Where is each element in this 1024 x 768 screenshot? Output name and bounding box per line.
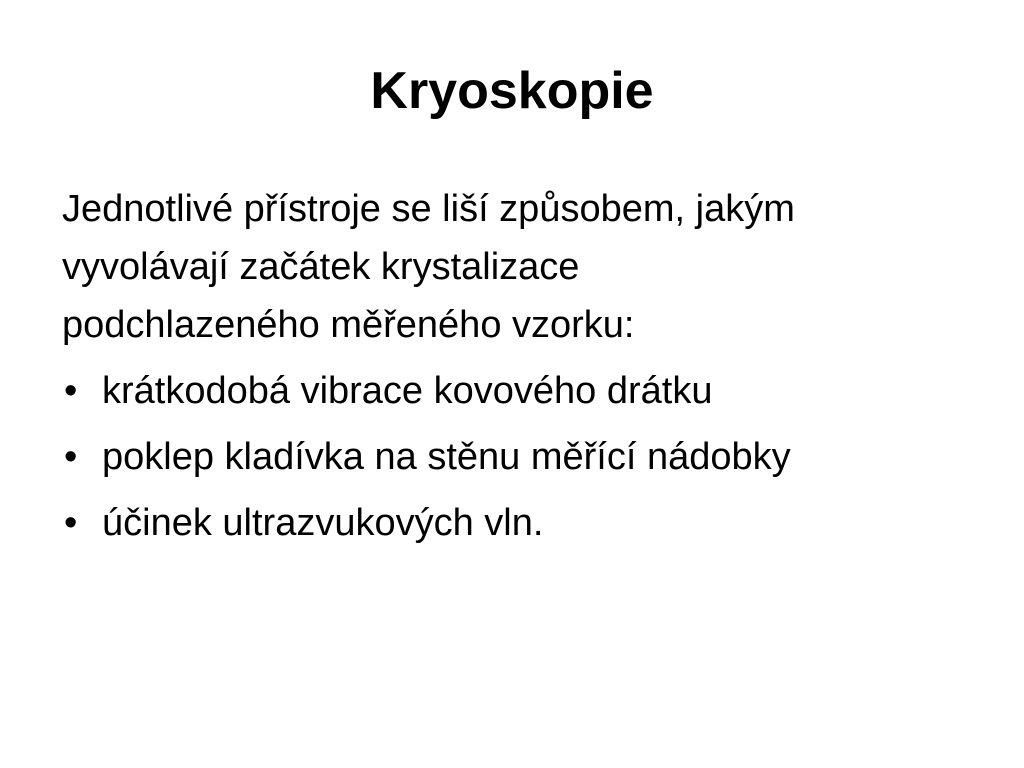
bullet-item	[62, 494, 962, 552]
bullet-icon: •	[64, 502, 78, 544]
intro-line-3: podchlazeného měřeného vzorku:	[62, 304, 635, 346]
slide-body	[62, 180, 962, 560]
bullet-icon: •	[64, 436, 78, 478]
bullet-item	[62, 362, 962, 420]
bullet-list	[62, 362, 962, 552]
bullet-text: krátkodobá vibrace kovového drátku	[102, 370, 713, 412]
bullet-text: poklep kladívka na stěnu měřící nádobky	[102, 436, 791, 478]
bullet-text: účinek ultrazvukových vln.	[102, 502, 544, 544]
bullet-item	[62, 428, 962, 486]
intro-paragraph	[62, 180, 962, 354]
intro-line-2: vyvolávají začátek krystalizace	[62, 246, 580, 288]
slide-title: Kryoskopie	[370, 62, 654, 120]
intro-line-1: Jednotlivé přístroje se liší způsobem, jakým	[62, 188, 795, 230]
bullet-icon: •	[64, 370, 78, 412]
